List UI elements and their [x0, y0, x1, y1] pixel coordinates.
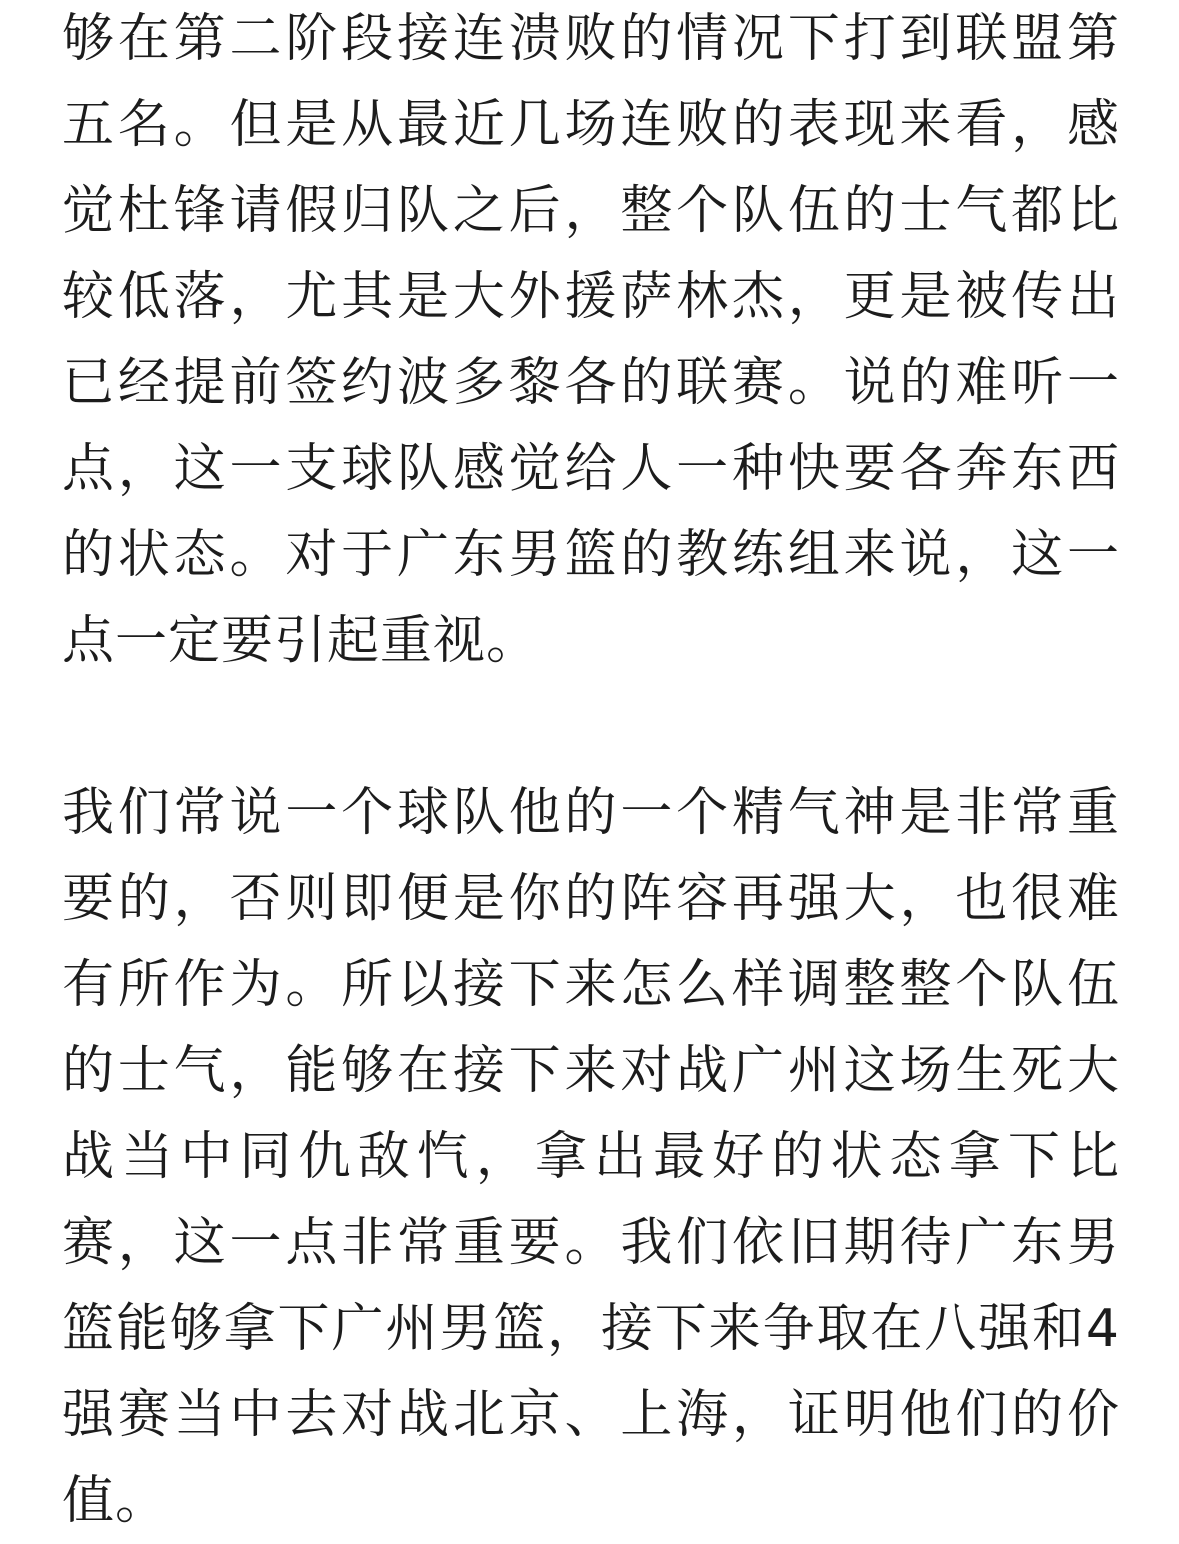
- paragraph-1: 够在第二阶段接连溃败的情况下打到联盟第五名。但是从最近几场连败的表现来看，感觉杜锋请假归队之后，整个队伍的士气都比较低落，尤其是大外援萨林杰，更是被传出已经提前签约波多黎各的联赛。说的难听一点，这一支球队感觉给人一种快要各奔东西的状态。对于广东男篮的教练组来说，这一点一定要引起重视。: [62, 9, 1120, 671]
- paragraph-2: 我们常说一个球队他的一个精气神是非常重要的，否则即便是你的阵容再强大，也很难有所作为。所以接下来怎么样调整整个队伍的士气，能够在接下来对战广州这场生死大战当中同仇敌忾，拿出最好的状态拿下比赛，这一点非常重要。我们依旧期待广东男篮能够拿下广州男篮，接下来争取在八强和4强赛当中去对战北京、上海，证明他们的价值。: [62, 783, 1120, 1531]
- article-body: [62, 0, 1120, 1544]
